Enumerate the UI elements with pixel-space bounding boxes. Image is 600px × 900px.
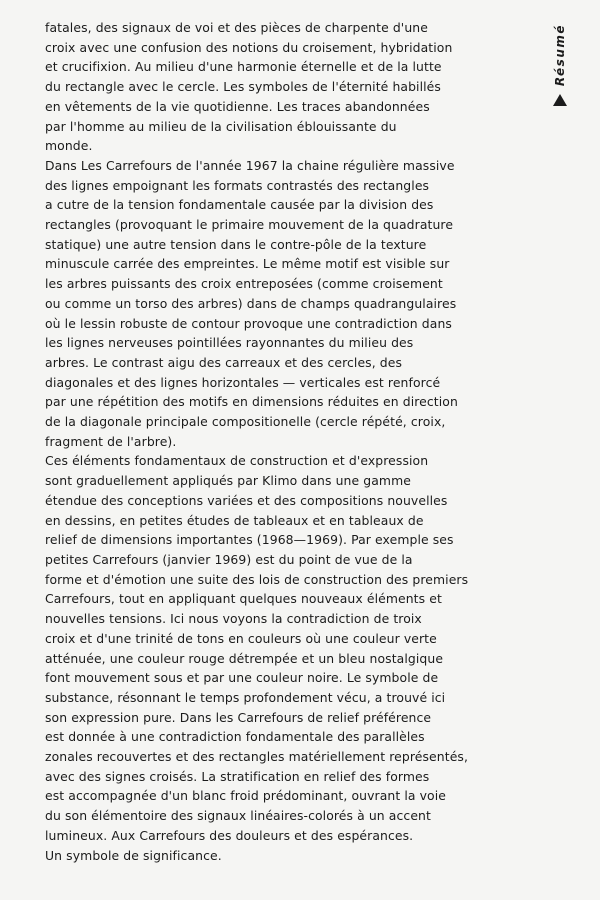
text-line: du son élémentoire des signaux linéaires-colorés à un accent: [45, 808, 431, 824]
text-line: nouvelles tensions. Ici nous voyons la contradiction de troix: [45, 611, 422, 627]
text-line: est donnée à une contradiction fondamentale des parallèles: [45, 729, 425, 745]
text-line: fatales, des signaux de voi et des pièces de charpente d'une: [45, 20, 428, 35]
text-line: a cutre de la tension fondamentale causée par la division des: [45, 197, 434, 213]
text-line: croix et d'une trinité de tons en couleurs où une couleur verte: [45, 630, 437, 646]
section-marker: [548, 24, 572, 134]
text-line: Ces éléments fondamentaux de construction et d'expression: [45, 453, 429, 469]
text-line: petites Carrefours (janvier 1969) est du point de vue de la: [45, 551, 413, 567]
text-line: en vêtements de la vie quotidienne. Les traces abandonnées: [45, 98, 430, 114]
text-line: zonales recouvertes et des rectangles matériellement représentés,: [45, 749, 469, 765]
text-line: et crucifixion. Au milieu d'une harmonie éternelle et de la lutte: [45, 59, 442, 75]
triangle-up-icon: [553, 94, 567, 106]
text-line: ou comme un torso des arbres) dans de champs quadrangulaires: [45, 295, 457, 311]
text-line: Dans Les Carrefours de l'année 1967 la chaine régulière massive: [45, 157, 455, 173]
section-label: Résumé: [553, 24, 567, 87]
text-line: fragment de l'arbre).: [45, 433, 177, 449]
text-line: Carrefours, tout en appliquant quelques nouveaux éléments et: [45, 591, 442, 607]
text-line: forme et d'émotion une suite des lois de construction des premiers: [45, 571, 469, 587]
text-line: monde.: [45, 138, 93, 154]
text-line: lumineux. Aux Carrefours des douleurs et des espérances.: [45, 827, 414, 843]
text-line: du rectangle avec le cercle. Les symboles de l'éternité habillés: [45, 79, 441, 95]
text-line: par une répétition des motifs en dimensions réduites en direction: [45, 394, 458, 410]
text-line: les lignes nerveuses pointillées rayonnantes du milieu des: [45, 335, 414, 351]
text-line: croix avec une confusion des notions du croisement, hybridation: [45, 39, 453, 55]
text-line: avec des signes croisés. La stratification en relief des formes: [45, 768, 430, 784]
text-line: statique) une autre tension dans le contre-pôle de la texture: [45, 236, 427, 252]
text-line: son expression pure. Dans les Carrefours de relief préférence: [45, 709, 432, 725]
text-line: diagonales et des lignes horizontales — verticales est renforcé: [45, 374, 441, 390]
text-line: font mouvement sous et par une couleur noire. Le symbole de: [45, 670, 439, 686]
text-line: en dessins, en petites études de tableaux et en tableaux de: [45, 512, 424, 528]
text-line: relief de dimensions importantes (1968—1969). Par exemple ses: [45, 532, 454, 548]
text-line: où le lessin robuste de contour provoque une contradiction dans: [45, 315, 452, 331]
body-text: [45, 18, 495, 865]
text-line: de la diagonale principale compositionelle (cercle répété, croix,: [45, 414, 446, 430]
text-line: arbres. Le contrast aigu des carreaux et des cercles, des: [45, 354, 403, 370]
text-line: substance, résonnant le temps profondement vécu, a trouvé ici: [45, 689, 446, 705]
text-line: atténuée, une couleur rouge détrempée et un bleu nostalgique: [45, 650, 444, 666]
text-line: des lignes empoignant les formats contrastés des rectangles: [45, 177, 430, 193]
text-line: minuscule carrée des empreintes. Le même motif est visible sur: [45, 256, 450, 272]
text-line: sont graduellement appliqués par Klimo dans une gamme: [45, 473, 411, 489]
text-line: par l'homme au milieu de la civilisation éblouissante du: [45, 118, 397, 134]
text-line: est accompagnée d'un blanc froid prédominant, ouvrant la voie: [45, 788, 446, 804]
text-line: les arbres puissants des croix entreposées (comme croisement: [45, 276, 443, 292]
text-line: rectangles (provoquant le primaire mouvement de la quadrature: [45, 217, 454, 233]
text-line: Un symbole de significance.: [45, 847, 222, 863]
text-line: étendue des conceptions variées et des compositions nouvelles: [45, 492, 448, 508]
